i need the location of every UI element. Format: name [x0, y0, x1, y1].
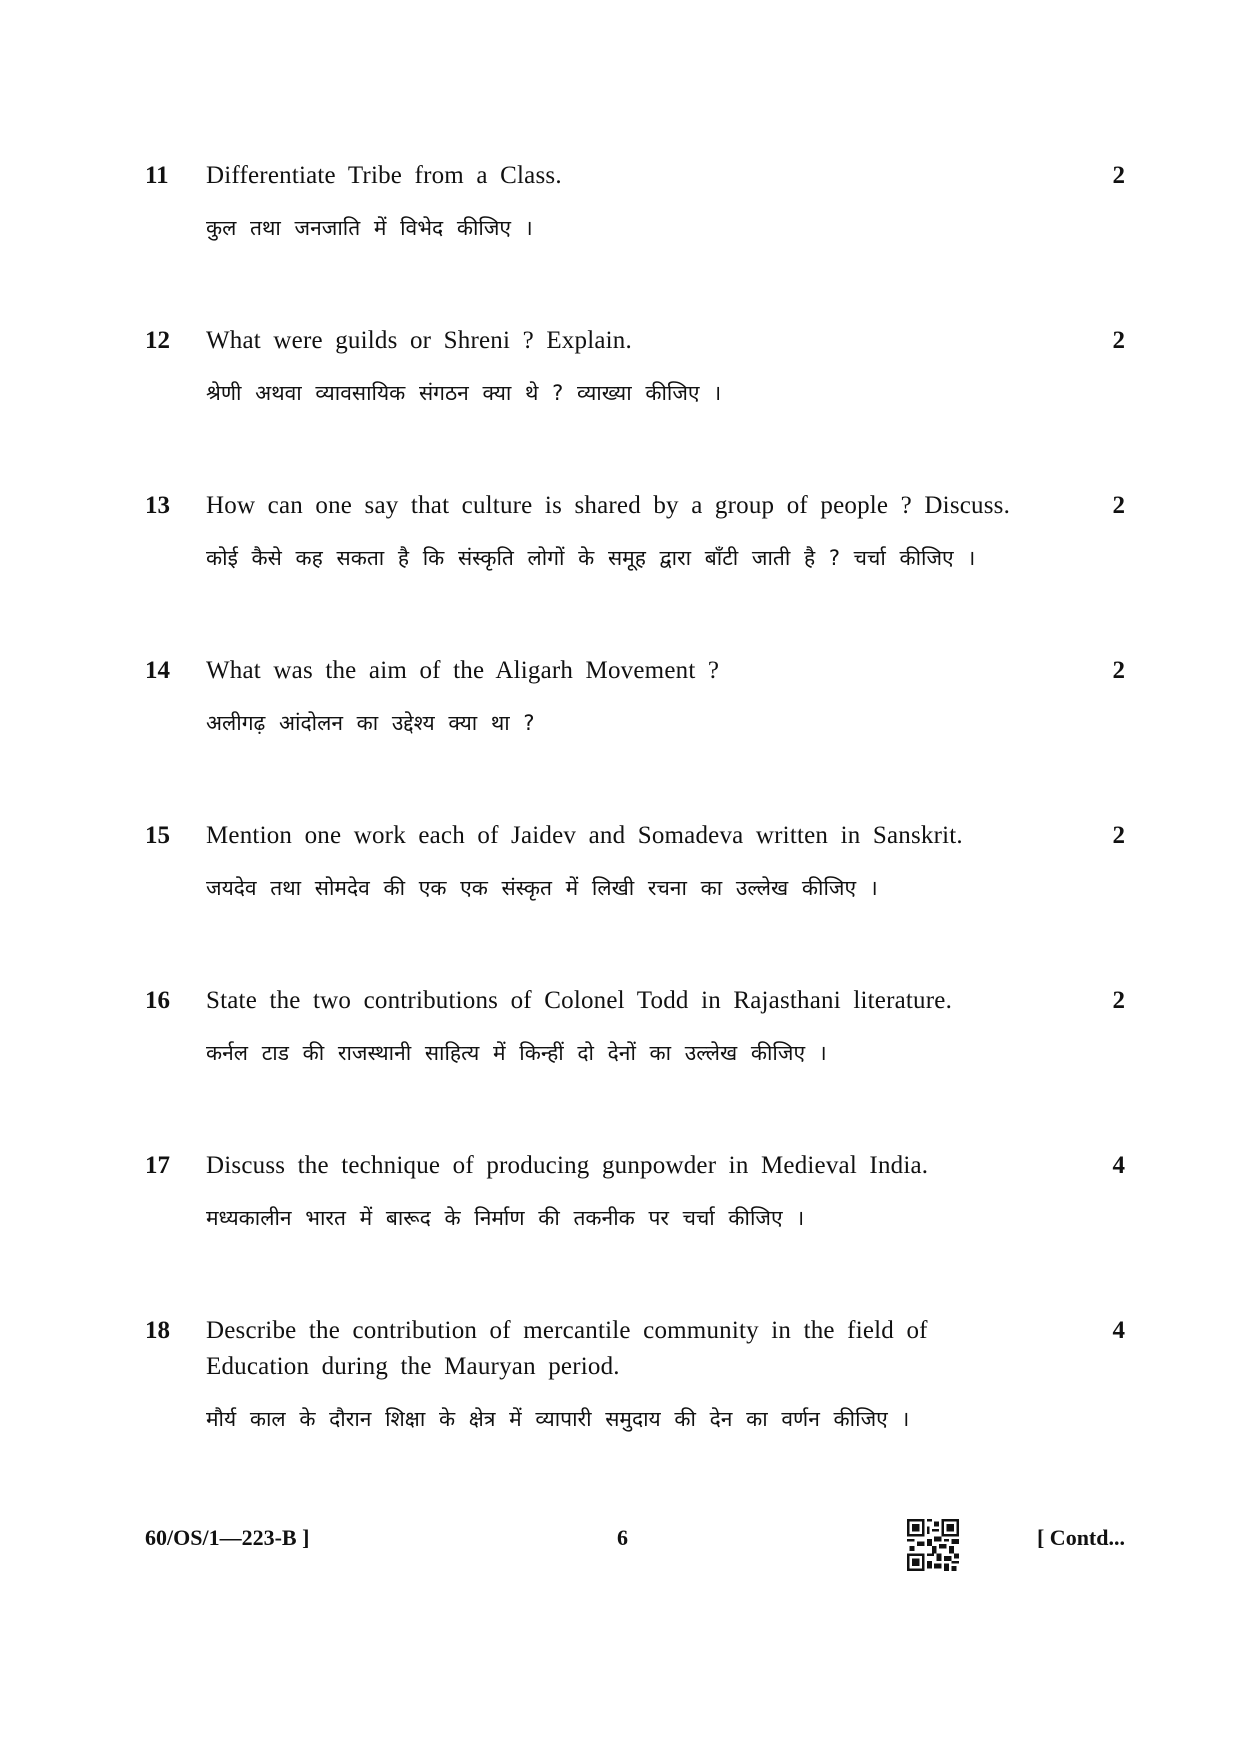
- question-text-hindi: कुल तथा जनजाति में विभेद कीजिए ।: [206, 216, 533, 240]
- question-body: [206, 1313, 1036, 1434]
- qr-code-icon: [907, 1519, 959, 1571]
- question-number: 13: [145, 492, 170, 519]
- question-text-hindi: मध्यकालीन भारत में बारूद के निर्माण की तकनीक पर चर्चा कीजिए ।: [206, 1206, 805, 1230]
- question-text-english: Describe the contribution of mercantile community in the field of Education during the Mauryan period.: [206, 1317, 928, 1380]
- question-number: 17: [145, 1152, 170, 1179]
- question-number: 12: [145, 327, 170, 354]
- question-number: 16: [145, 987, 170, 1014]
- question-marks: 2: [1112, 327, 1125, 354]
- continued-label: [ Contd...: [1036, 1525, 1125, 1550]
- question-marks: 2: [1112, 657, 1125, 684]
- page-footer: [145, 1520, 1125, 1580]
- question-number: 15: [145, 822, 170, 849]
- question-text-hindi: जयदेव तथा सोमदेव की एक एक संस्कृत में लिखी रचना का उल्लेख कीजिए ।: [206, 876, 878, 900]
- question-text-english: Mention one work each of Jaidev and Somadeva written in Sanskrit.: [206, 822, 963, 849]
- question-body: [206, 1148, 1036, 1233]
- question-body: [206, 488, 1036, 573]
- question-text-hindi: अलीगढ़ आंदोलन का उद्देश्य क्या था ?: [206, 711, 535, 735]
- question-number: 18: [145, 1317, 170, 1344]
- page-number: 6: [617, 1525, 628, 1550]
- question-body: [206, 818, 1036, 903]
- question-number: 11: [145, 162, 169, 189]
- question-marks: 4: [1112, 1317, 1125, 1344]
- question-text-english: State the two contributions of Colonel Todd in Rajasthani literature.: [206, 987, 953, 1014]
- question-text-english: What was the aim of the Aligarh Movement ?: [206, 657, 720, 684]
- question-text-hindi: श्रेणी अथवा व्यावसायिक संगठन क्या थे ? व्याख्या कीजिए ।: [206, 381, 722, 405]
- question-marks: 2: [1112, 492, 1125, 519]
- question-text-english: How can one say that culture is shared by a group of people ? Discuss.: [206, 492, 1011, 519]
- question-text-hindi: कोई कैसे कह सकता है कि संस्कृति लोगों के समूह द्वारा बाँटी जाती है ? चर्चा कीजिए ।: [206, 546, 976, 570]
- question-body: [206, 323, 1036, 408]
- question-text-hindi: मौर्य काल के दौरान शिक्षा के क्षेत्र में व्यापारी समुदाय की देन का वर्णन कीजिए ।: [206, 1407, 910, 1431]
- question-number: 14: [145, 657, 170, 684]
- question-text-hindi: कर्नल टाड की राजस्थानी साहित्य में किन्हीं दो देनों का उल्लेख कीजिए ।: [206, 1041, 827, 1065]
- question-marks: 2: [1112, 162, 1125, 189]
- question-body: [206, 983, 1036, 1068]
- paper-code: 60/OS/1—223-B ]: [145, 1525, 310, 1550]
- question-body: [206, 653, 1036, 738]
- question-body: [206, 158, 1036, 243]
- question-marks: 4: [1112, 1152, 1125, 1179]
- question-marks: 2: [1112, 987, 1125, 1014]
- question-text-english: What were guilds or Shreni ? Explain.: [206, 327, 632, 354]
- question-text-english: Discuss the technique of producing gunpowder in Medieval India.: [206, 1152, 929, 1179]
- question-text-english: Differentiate Tribe from a Class.: [206, 162, 562, 189]
- question-marks: 2: [1112, 822, 1125, 849]
